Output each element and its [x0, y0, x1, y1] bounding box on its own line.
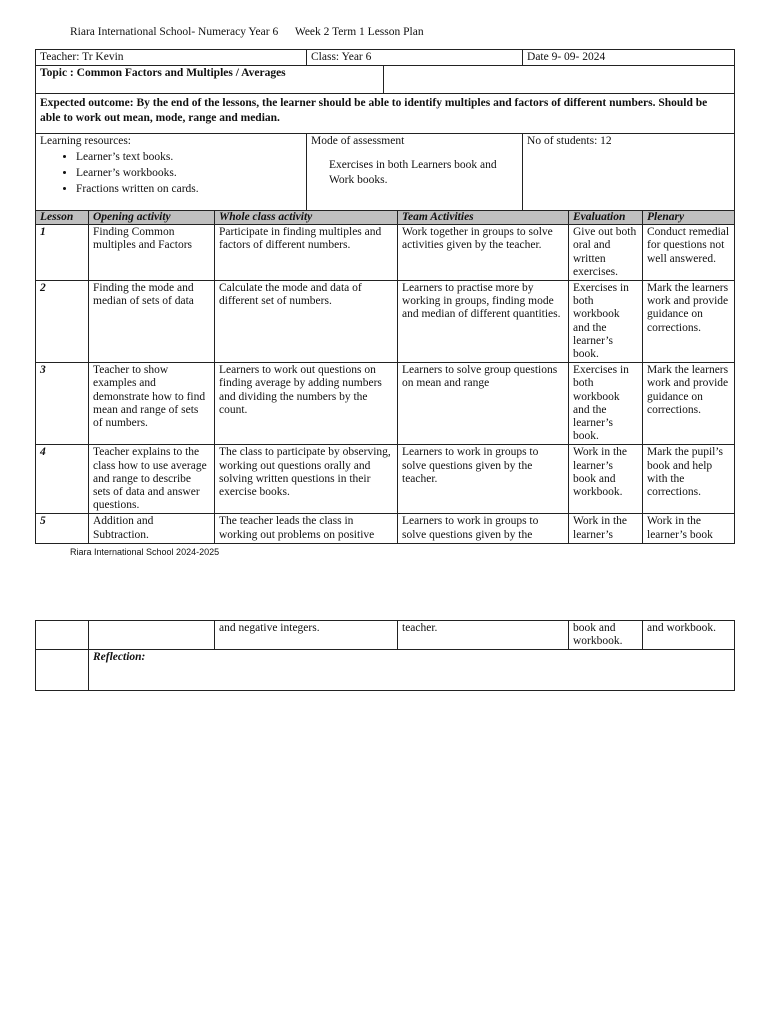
plenary: and workbook.	[643, 621, 735, 650]
lesson-number: 4	[36, 445, 89, 514]
lesson-number: 5	[36, 514, 89, 543]
team-activity: teacher.	[398, 621, 569, 650]
whole-class-activity: The teacher leads the class in working out problems on positive	[215, 514, 398, 543]
plenary: Mark the pupil’s book and help with the corrections.	[643, 445, 735, 514]
resources-cell	[36, 134, 307, 211]
evaluation: book and workbook.	[569, 621, 643, 650]
col-header-opening: Opening activity	[89, 211, 215, 225]
topic-cell: Topic : Common Factors and Multiples / Averages	[36, 66, 384, 94]
resources-list	[40, 149, 302, 197]
page-footer: Riara International School 2024-2025	[70, 547, 220, 557]
lesson-number: 3	[36, 363, 89, 445]
class-cell: Class: Year 6	[307, 50, 523, 66]
resource-item: • Learner’s text books.	[76, 149, 302, 165]
reflection-empty-cell	[36, 650, 89, 691]
lesson-number	[36, 621, 89, 650]
assessment-text: Exercises in both Learners book and Work books.	[329, 159, 497, 186]
resource-item: • Learner’s workbooks.	[76, 165, 302, 181]
plenary: Mark the learners work and provide guidance on corrections.	[643, 363, 735, 445]
plenary: Conduct remedial for questions not well answered.	[643, 225, 735, 281]
whole-class-activity: The class to participate by observing, working out questions orally and solving written questions in their exercise books.	[215, 445, 398, 514]
opening-activity: Addition and Subtraction.	[89, 514, 215, 543]
lesson-table-continuation	[35, 620, 735, 691]
col-header-evaluation: Evaluation	[569, 211, 643, 225]
table-row	[36, 621, 735, 650]
col-header-lesson: Lesson	[36, 211, 89, 225]
col-header-whole-class: Whole class activity	[215, 211, 398, 225]
team-activity: Learners to practise more by working in groups, finding mode and median of different quantities.	[398, 281, 569, 363]
table-header-row	[36, 211, 735, 225]
date-cell: Date 9- 09- 2024	[523, 50, 735, 66]
team-activity: Learners to work in groups to solve questions given by the	[398, 514, 569, 543]
students-cell: No of students: 12	[523, 134, 735, 211]
opening-activity: Finding the mode and median of sets of data	[89, 281, 215, 363]
plenary: Work in the learner’s book	[643, 514, 735, 543]
teacher-cell: Teacher: Tr Kevin	[36, 50, 307, 66]
table-row	[36, 514, 735, 543]
topic-empty-cell	[384, 66, 735, 94]
page-header	[70, 26, 438, 38]
evaluation: Exercises in both workbook and the learner’s book.	[569, 363, 643, 445]
team-activity: Learners to work in groups to solve questions given by the teacher.	[398, 445, 569, 514]
opening-activity	[89, 621, 215, 650]
week-term: Week 2 Term 1 Lesson Plan	[294, 26, 424, 38]
evaluation: Work in the learner’s book and workbook.	[569, 445, 643, 514]
lesson-number: 1	[36, 225, 89, 281]
reflection-label: Reflection:	[89, 650, 735, 691]
team-activity: Learners to solve group questions on mean and range	[398, 363, 569, 445]
evaluation: Work in the learner’s	[569, 514, 643, 543]
table-row	[36, 225, 735, 281]
col-header-plenary: Plenary	[643, 211, 735, 225]
table-row	[36, 281, 735, 363]
evaluation: Give out both oral and written exercises.	[569, 225, 643, 281]
table-row	[36, 363, 735, 445]
team-activity: Work together in groups to solve activities given by the teacher.	[398, 225, 569, 281]
opening-activity: Finding Common multiples and Factors	[89, 225, 215, 281]
col-header-team: Team Activities	[398, 211, 569, 225]
expected-outcome: Expected outcome: By the end of the lessons, the learner should be able to identify multiples and factors of different numbers. Should be able to work out mean, mode, range and median.	[36, 94, 735, 134]
lesson-info-table	[35, 49, 735, 211]
lesson-number: 2	[36, 281, 89, 363]
assessment-label: Mode of assessment	[311, 135, 405, 148]
whole-class-activity: Participate in finding multiples and factors of different numbers.	[215, 225, 398, 281]
opening-activity: Teacher to show examples and demonstrate how to find mean and range of sets of numbers.	[89, 363, 215, 445]
reflection-row	[36, 650, 735, 691]
school-title: Riara International School- Numeracy Year 6	[70, 26, 279, 38]
lesson-activities-table	[35, 210, 735, 544]
plenary: Mark the learners work and provide guidance on corrections.	[643, 281, 735, 363]
whole-class-activity: Learners to work out questions on finding average by adding numbers and dividing the numbers by the count.	[215, 363, 398, 445]
resource-item: • Fractions written on cards.	[76, 181, 302, 197]
evaluation: Exercises in both workbook and the learner’s book.	[569, 281, 643, 363]
table-row	[36, 445, 735, 514]
whole-class-activity: and negative integers.	[215, 621, 398, 650]
assessment-cell	[307, 134, 523, 211]
opening-activity: Teacher explains to the class how to use average and range to describe sets of data and answer questions.	[89, 445, 215, 514]
whole-class-activity: Calculate the mode and data of different set of numbers.	[215, 281, 398, 363]
resources-label: Learning resources:	[40, 135, 132, 148]
